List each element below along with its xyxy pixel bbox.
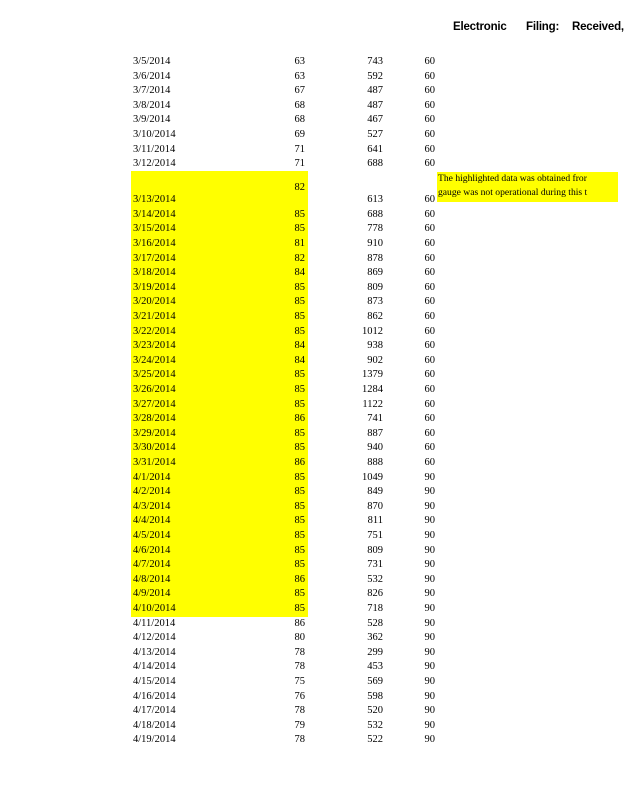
value-cell-c: 60 [424, 281, 435, 293]
date-cell: 4/19/2014 [133, 734, 176, 746]
value-cell-c: 60 [424, 369, 435, 381]
value-cell-a: 63 [294, 70, 305, 82]
value-cell-c: 60 [424, 398, 435, 410]
date-cell: 3/19/2014 [133, 281, 176, 293]
date-cell: 3/17/2014 [133, 252, 176, 264]
value-cell-b: 528 [367, 617, 383, 629]
table-row [0, 208, 618, 223]
value-cell-b: 778 [367, 223, 383, 235]
date-cell: 3/11/2014 [133, 143, 176, 155]
date-cell: 4/7/2014 [133, 559, 171, 571]
value-cell-c: 90 [424, 617, 435, 629]
date-cell: 4/15/2014 [133, 676, 176, 687]
value-cell-b: 527 [367, 129, 383, 140]
date-cell: 3/27/2014 [133, 398, 176, 410]
value-cell-b: 809 [367, 281, 383, 293]
value-cell-b: 641 [367, 143, 383, 155]
value-cell-a: 85 [294, 427, 305, 439]
value-cell-c: 90 [424, 500, 435, 512]
value-cell-a: 78 [294, 705, 305, 717]
value-cell-b: 467 [367, 114, 383, 126]
table-row [0, 157, 618, 172]
table-row [0, 733, 618, 748]
value-cell-c: 60 [424, 85, 435, 97]
value-cell-a: 85 [294, 486, 305, 498]
value-cell-c: 60 [424, 413, 435, 425]
value-cell-b: 569 [367, 676, 383, 687]
value-cell-b: 826 [367, 588, 383, 600]
table-row [0, 485, 618, 500]
value-cell-b: 888 [367, 457, 383, 468]
table-row [0, 99, 618, 114]
value-cell-b: 453 [367, 661, 383, 673]
table-row [0, 514, 618, 529]
value-cell-a: 76 [294, 690, 305, 702]
value-cell-c: 90 [424, 544, 435, 556]
value-cell-c: 90 [424, 530, 435, 541]
table-row [0, 529, 618, 544]
value-cell-b: 869 [367, 267, 383, 279]
value-cell-c: 90 [424, 573, 435, 585]
value-cell-b: 751 [367, 530, 383, 541]
date-cell: 4/14/2014 [133, 661, 176, 673]
date-cell: 3/7/2014 [133, 85, 171, 97]
value-cell-c: 60 [424, 208, 435, 220]
value-cell-c: 60 [424, 114, 435, 126]
table-row [0, 587, 618, 602]
date-cell: 4/10/2014 [133, 603, 176, 614]
header-word-electronic: Electronic [453, 21, 507, 33]
value-cell-a: 68 [294, 114, 305, 126]
date-cell: 3/18/2014 [133, 267, 176, 279]
date-cell: 3/14/2014 [133, 208, 176, 220]
value-cell-a: 78 [294, 734, 305, 746]
value-cell-b: 811 [367, 515, 383, 527]
table-row [0, 237, 618, 252]
date-cell: 3/30/2014 [133, 442, 176, 454]
table-row [0, 222, 618, 237]
value-cell-b: 731 [367, 559, 383, 571]
value-cell-a: 85 [294, 296, 305, 308]
value-cell-b: 809 [367, 544, 383, 556]
value-cell-b: 592 [367, 70, 383, 82]
date-cell: 4/2/2014 [133, 486, 171, 498]
value-cell-c: 60 [424, 56, 435, 67]
value-cell-b: 598 [367, 690, 383, 702]
table-row [0, 690, 618, 705]
highlight-note [437, 172, 618, 202]
date-cell: 4/13/2014 [133, 646, 176, 658]
value-cell-c: 60 [424, 99, 435, 111]
value-cell-a: 79 [294, 719, 305, 731]
value-cell-a: 85 [294, 223, 305, 235]
date-cell: 4/4/2014 [133, 515, 171, 527]
value-cell-b: 902 [367, 354, 383, 366]
value-cell-b: 862 [367, 311, 383, 322]
value-cell-c: 60 [424, 70, 435, 82]
value-cell-a: 86 [294, 617, 305, 629]
page-header [0, 21, 624, 37]
value-cell-c: 90 [424, 646, 435, 658]
date-cell: 4/5/2014 [133, 530, 171, 541]
date-cell: 3/20/2014 [133, 296, 176, 308]
header-word-received: Received, [572, 21, 624, 33]
date-cell: 4/6/2014 [133, 544, 171, 556]
value-cell-c: 60 [424, 296, 435, 308]
value-cell-c: 60 [424, 325, 435, 337]
table-row [0, 602, 618, 617]
value-cell-b: 520 [367, 705, 383, 717]
value-cell-c: 60 [424, 223, 435, 235]
date-cell: 3/5/2014 [133, 56, 171, 67]
table-row [0, 573, 618, 588]
table-row [0, 544, 618, 559]
date-cell: 3/24/2014 [133, 354, 176, 366]
value-cell-a: 85 [294, 530, 305, 541]
table-row [0, 266, 618, 281]
date-cell: 4/8/2014 [133, 573, 171, 585]
value-cell-a: 82 [294, 252, 305, 264]
value-cell-c: 60 [424, 143, 435, 155]
value-cell-b: 1012 [362, 325, 383, 337]
value-cell-c: 60 [424, 442, 435, 454]
value-cell-b: 1379 [362, 369, 383, 381]
value-cell-a: 82 [294, 182, 305, 194]
value-cell-a: 84 [294, 267, 305, 279]
date-cell: 4/18/2014 [133, 719, 176, 731]
value-cell-a: 75 [294, 676, 305, 687]
date-cell: 3/28/2014 [133, 413, 176, 425]
date-cell: 3/8/2014 [133, 99, 171, 111]
table-row [0, 412, 618, 427]
value-cell-a: 85 [294, 544, 305, 556]
value-cell-c: 60 [424, 158, 435, 170]
value-cell-b: 873 [367, 296, 383, 308]
value-cell-b: 362 [367, 632, 383, 644]
value-cell-a: 85 [294, 208, 305, 220]
date-cell: 4/3/2014 [133, 500, 171, 512]
table-row [0, 252, 618, 267]
value-cell-a: 85 [294, 603, 305, 614]
value-cell-c: 90 [424, 588, 435, 600]
table-row [0, 70, 618, 85]
date-cell: 3/21/2014 [133, 311, 176, 322]
value-cell-b: 741 [367, 413, 383, 425]
value-cell-a: 85 [294, 500, 305, 512]
note-line-2: gauge was not operational during this t [438, 187, 588, 198]
table-row [0, 128, 618, 143]
value-cell-a: 85 [294, 325, 305, 337]
value-cell-b: 910 [367, 238, 383, 249]
table-row [0, 660, 618, 675]
value-cell-a: 80 [294, 632, 305, 644]
value-cell-a: 84 [294, 354, 305, 366]
table-row [0, 646, 618, 661]
table-row [0, 84, 618, 99]
table-row [0, 143, 618, 158]
table-row [0, 113, 618, 128]
value-cell-a: 68 [294, 99, 305, 111]
value-cell-b: 688 [367, 158, 383, 170]
value-cell-c: 60 [424, 384, 435, 395]
value-cell-a: 85 [294, 588, 305, 600]
date-cell: 3/26/2014 [133, 384, 176, 395]
table-row [0, 704, 618, 719]
value-cell-c: 90 [424, 661, 435, 673]
value-cell-a: 86 [294, 457, 305, 468]
date-cell: 4/16/2014 [133, 690, 176, 702]
table-row [0, 383, 618, 398]
table-row [0, 427, 618, 442]
value-cell-c: 60 [424, 311, 435, 322]
table-row [0, 631, 618, 646]
value-cell-b: 870 [367, 500, 383, 512]
value-cell-a: 71 [294, 143, 305, 155]
value-cell-b: 532 [367, 573, 383, 585]
value-cell-a: 78 [294, 646, 305, 658]
value-cell-c: 60 [424, 340, 435, 352]
value-cell-c: 90 [424, 734, 435, 746]
value-cell-c: 90 [424, 603, 435, 614]
table-row [0, 719, 618, 734]
table-row [0, 310, 618, 325]
value-cell-a: 85 [294, 311, 305, 322]
table-row [0, 471, 618, 486]
date-cell: 3/31/2014 [133, 457, 176, 468]
value-cell-b: 487 [367, 99, 383, 111]
value-cell-a: 69 [294, 129, 305, 140]
value-cell-a: 67 [294, 85, 305, 97]
table-row [0, 281, 618, 296]
date-cell: 4/17/2014 [133, 705, 176, 717]
date-cell: 4/12/2014 [133, 632, 176, 644]
value-cell-a: 86 [294, 573, 305, 585]
value-cell-a: 85 [294, 281, 305, 293]
value-cell-b: 718 [367, 603, 383, 614]
date-cell: 4/1/2014 [133, 471, 171, 483]
value-cell-a: 86 [294, 413, 305, 425]
value-cell-a: 85 [294, 369, 305, 381]
value-cell-b: 743 [367, 56, 383, 67]
value-cell-c: 90 [424, 719, 435, 731]
date-cell: 3/22/2014 [133, 325, 176, 337]
value-cell-a: 85 [294, 398, 305, 410]
date-cell: 3/15/2014 [133, 223, 176, 235]
value-cell-b: 938 [367, 340, 383, 352]
value-cell-c: 90 [424, 690, 435, 702]
value-cell-c: 60 [424, 238, 435, 249]
value-cell-b: 688 [367, 208, 383, 220]
table-row [0, 456, 618, 471]
table-row [0, 368, 618, 383]
value-cell-c: 60 [424, 354, 435, 366]
note-line-1: The highlighted data was obtained fror [438, 173, 587, 184]
value-cell-c: 90 [424, 676, 435, 687]
value-cell-b: 1122 [362, 398, 383, 410]
date-cell: 3/10/2014 [133, 129, 176, 140]
value-cell-b: 522 [367, 734, 383, 746]
date-cell: 3/6/2014 [133, 70, 171, 82]
value-cell-c: 90 [424, 515, 435, 527]
date-cell: 3/29/2014 [133, 427, 176, 439]
value-cell-c: 60 [424, 194, 435, 206]
value-cell-a: 71 [294, 158, 305, 170]
table-row [0, 325, 618, 340]
value-cell-b: 1284 [362, 384, 383, 395]
table-row [0, 295, 618, 310]
value-cell-b: 532 [367, 719, 383, 731]
value-cell-c: 60 [424, 457, 435, 468]
date-cell: 4/11/2014 [133, 617, 176, 629]
date-cell: 3/9/2014 [133, 114, 171, 126]
value-cell-b: 887 [367, 427, 383, 439]
table-row [0, 339, 618, 354]
value-cell-a: 85 [294, 442, 305, 454]
value-cell-b: 299 [367, 646, 383, 658]
value-cell-a: 81 [294, 238, 305, 249]
value-cell-a: 84 [294, 340, 305, 352]
table-row [0, 617, 618, 632]
value-cell-b: 487 [367, 85, 383, 97]
value-cell-c: 90 [424, 632, 435, 644]
value-cell-b: 878 [367, 252, 383, 264]
value-cell-b: 940 [367, 442, 383, 454]
date-cell: 3/25/2014 [133, 369, 176, 381]
date-cell: 3/13/2014 [133, 194, 176, 206]
value-cell-c: 90 [424, 471, 435, 483]
value-cell-c: 60 [424, 252, 435, 264]
table-row [0, 398, 618, 413]
value-cell-c: 60 [424, 129, 435, 140]
table-row [0, 55, 618, 70]
value-cell-a: 63 [294, 56, 305, 67]
value-cell-a: 85 [294, 471, 305, 483]
value-cell-a: 85 [294, 515, 305, 527]
table-row [0, 558, 618, 573]
date-cell: 3/12/2014 [133, 158, 176, 170]
value-cell-c: 90 [424, 705, 435, 717]
table-row [0, 354, 618, 369]
date-cell: 3/16/2014 [133, 238, 176, 249]
table-row [0, 441, 618, 456]
table-row [0, 675, 618, 690]
value-cell-b: 613 [367, 194, 383, 206]
value-cell-c: 60 [424, 427, 435, 439]
value-cell-a: 85 [294, 384, 305, 395]
value-cell-c: 90 [424, 486, 435, 498]
value-cell-b: 849 [367, 486, 383, 498]
value-cell-c: 90 [424, 559, 435, 571]
table-row [0, 500, 618, 515]
value-cell-b: 1049 [362, 471, 383, 483]
value-cell-a: 78 [294, 661, 305, 673]
date-cell: 4/9/2014 [133, 588, 171, 600]
header-word-filing: Filing: [526, 21, 560, 33]
date-cell: 3/23/2014 [133, 340, 176, 352]
value-cell-c: 60 [424, 267, 435, 279]
value-cell-a: 85 [294, 559, 305, 571]
